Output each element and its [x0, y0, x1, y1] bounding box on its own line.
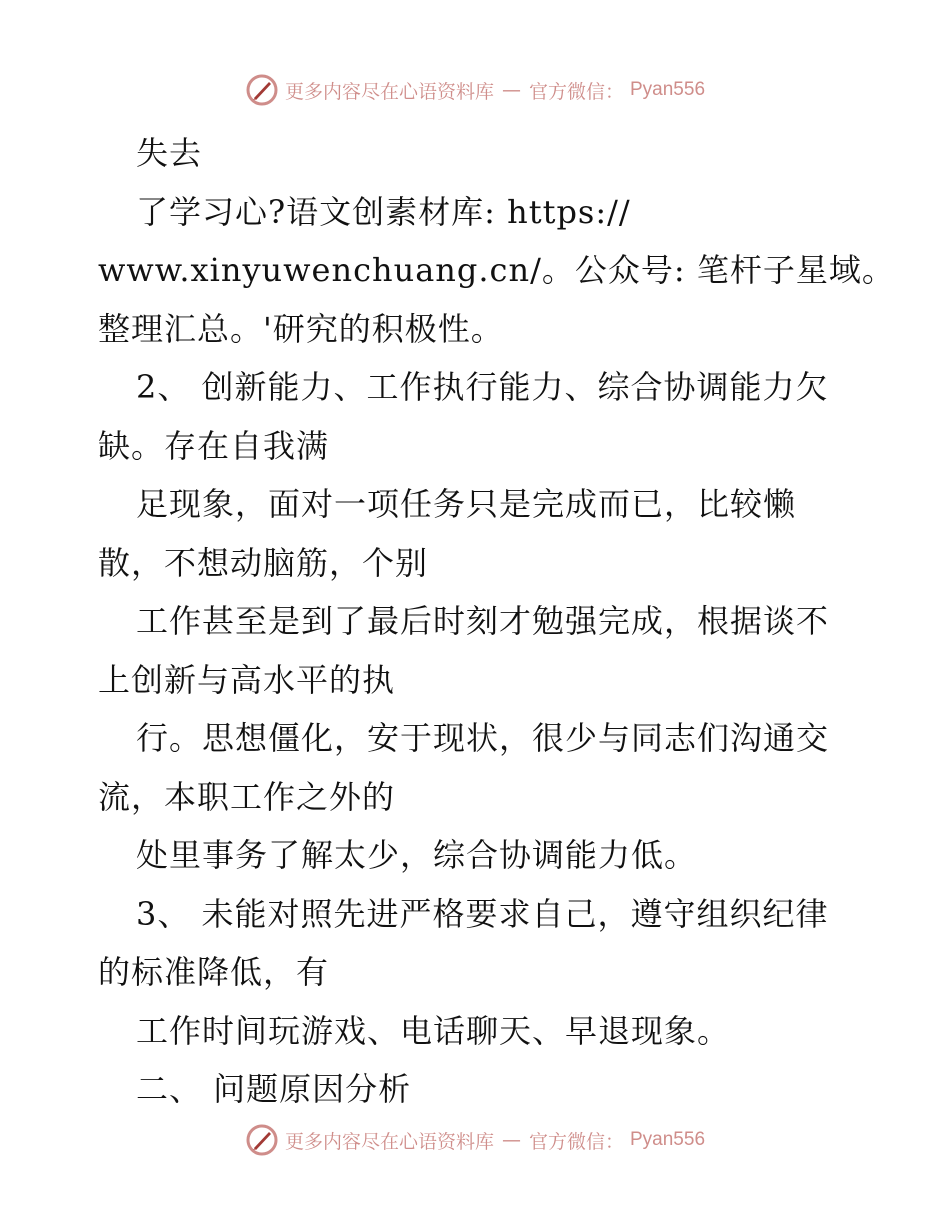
watermark-id: Pyan556: [630, 1129, 706, 1150]
text-line: www.xinyuwenchuang.cn/。公众号: 笔杆子星域。: [98, 251, 895, 289]
text-line: 了学习心?语文创素材库: https://: [136, 192, 631, 231]
watermark-label: 官方微信：: [528, 80, 624, 103]
watermark-id: Pyan556: [630, 79, 706, 100]
text-line: 足现象，面对一项任务只是完成而已，比较懒: [136, 485, 797, 523]
watermark-label: 官方微信：: [528, 1130, 624, 1153]
document-body: [98, 124, 895, 1119]
text-line: 2、 创新能力、工作执行能力、综合协调能力欠: [136, 368, 829, 406]
text-line: 行。思想僵化，安于现状，很少与同志们沟通交: [136, 719, 830, 757]
footer-watermark: [0, 1122, 950, 1158]
text-line: 工作时间玩游戏、电话聊天、早退现象。: [136, 1011, 731, 1050]
text-line: 缺。存在自我满: [98, 426, 330, 465]
watermark-text: 更多内容尽在心语资料库: [284, 80, 494, 103]
header-watermark: [0, 72, 950, 108]
quill-pen-logo-icon: [245, 1123, 279, 1157]
section-heading: 二、 问题原因分析: [136, 1070, 412, 1108]
text-line: 3、 未能对照先进严格要求自己，遵守组织纪律: [136, 894, 829, 933]
quill-pen-logo-icon: [245, 73, 279, 107]
text-line: 散，不想动脑筋，个别: [98, 543, 429, 582]
text-line: 上创新与高水平的执: [98, 660, 396, 699]
text-line: 处里事务了解太少，综合协调能力低。: [136, 836, 698, 874]
watermark-text: 更多内容尽在心语资料库: [284, 1130, 494, 1153]
text-line: 的标准降低，有: [98, 953, 330, 991]
watermark-dash: —: [501, 79, 521, 101]
text-line: 整理汇总。'研究的积极性。: [98, 309, 504, 348]
watermark-dash: —: [501, 1129, 521, 1151]
text-line: 失去: [136, 134, 203, 172]
text-line: 工作甚至是到了最后时刻才勉强完成，根据谈不: [136, 602, 830, 640]
text-line: 流，本职工作之外的: [98, 777, 396, 816]
